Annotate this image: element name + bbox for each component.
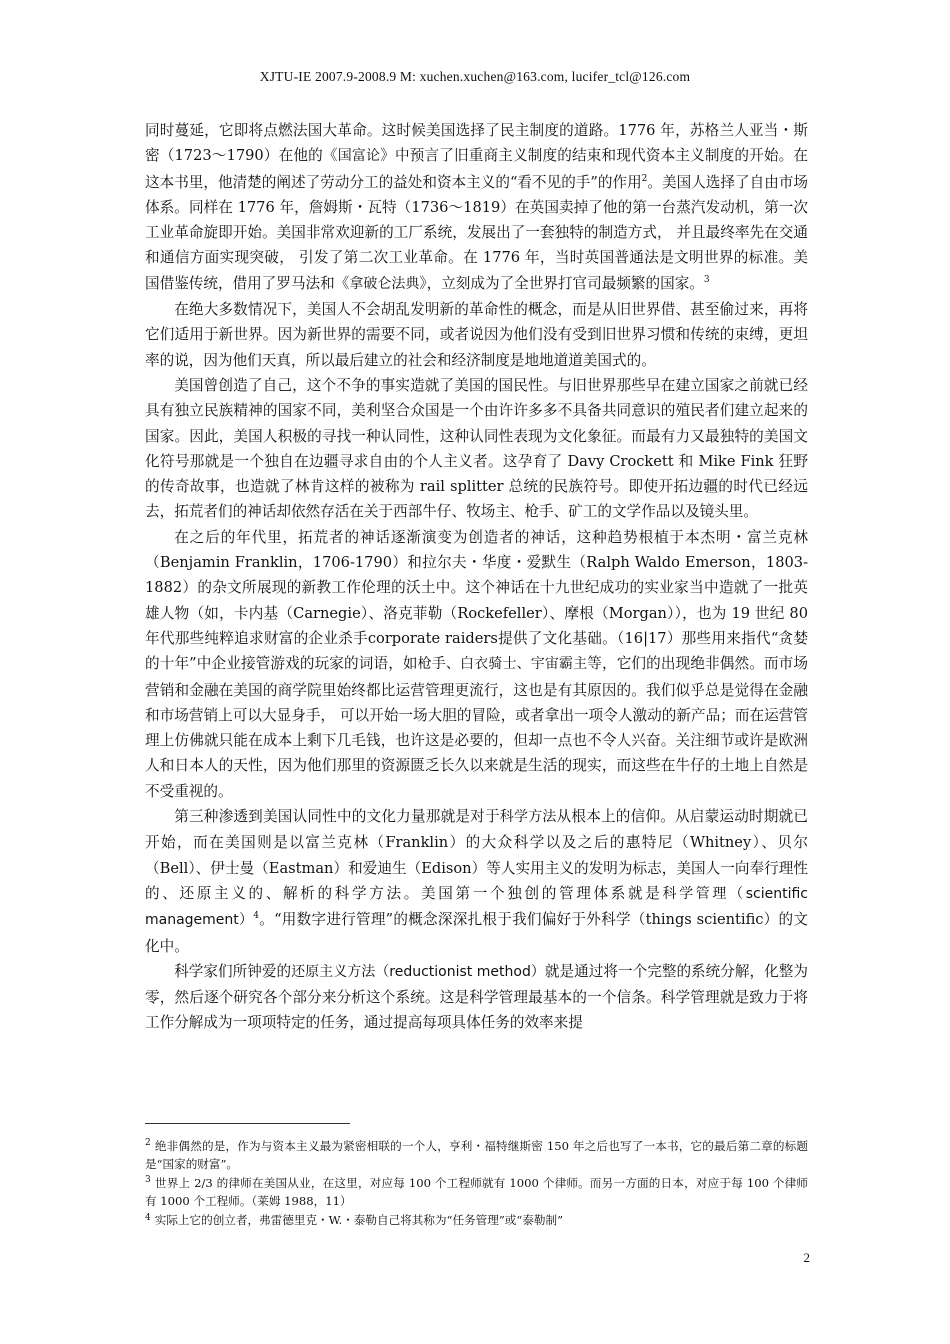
footnote-ref-3: 3 (703, 274, 710, 285)
footnotes (145, 1138, 808, 1232)
paragraph-4: 在之后的年代里，拓荒者的神话逐渐演变为创造者的神话，这种趋势根植于本杰明・富兰克林（Benjamin Franklin，1706-1790）和拉尔夫・华度・爱默生（Ralph Waldo Emerson，1803-1882）的杂文所展现的新教工作伦理的沃土中。这个神话在十九世纪成功的实业家当中造就了一批英雄人物（如，卡内基（Carnegie）、洛克菲勒（Rockefeller）、摩根（Morgan）），也为 19 世纪 80 年代那些纯粹追求财富的企业杀手corporate raiders提供了文化基础。（16|17）那些用来指代“贪婪的十年”中企业接管游戏的玩家的词语，如枪手、白衣骑士、宇宙霸主等，它们的出现绝非偶然。而市场营销和金融在美国的商学院里始终都比运营管理更流行，这也是有其原因的。我们似乎总是觉得在金融和市场营销上可以大显身手， 可以开始一场大胆的冒险，或者拿出一项令人激动的新产品；而在运营管理上仿佛就只能在成本上剩下几毛钱，也许这是必要的，但却一点也不令人兴奋。关注细节或许是欧洲人和日本人的天性，因为他们那里的资源匮乏长久以来就是生活的现实，而这些在牛仔的土地上自然是不受重视的。 (145, 528, 809, 800)
footnote-3: $^3$ 世界上 2/3 的律师在美国从业，在这里，对应每 100 个工程师就有 1000 个律师。而另一方面的日本，对应于每 100 个律师有 1000 个工程师。（莱姆 1988，11） (145, 1175, 808, 1208)
paragraph-1: 同时蔓延，它即将点燃法国大革命。这时候美国选择了民主制度的道路。1776 年，苏格兰人亚当・斯密（1723～1790）在他的《国富论》中预言了旧重商主义制度的结束和现代资本主义制度的开始。在这本书里，他清楚的阐述了劳动分工的益处和资本主义的“看不见的手”的作用$^2$。美国人选择了自由市场体系。同样在 1776 年，詹姆斯・瓦特（1736～1819）在英国卖掉了他的第一台蒸汽发动机，第一次工业革命旋即开始。美国非常欢迎新的工厂系统，发展出了一套独特的制造方式， 并且最终率先在交通和通信方面实现突破， 引发了第二次工业革命。在 1776 年，当时英国普通法是文明世界的标准。美国借鉴传统，借用了罗马法和《拿破仑法典》，立刻成为了全世界打官司最频繁的国家。$^3$ (145, 122, 809, 292)
main-text (145, 118, 808, 1036)
paragraph-5: 第三种渗透到美国认同性中的文化力量那就是对于科学方法从根本上的信仰。从启蒙运动时期就已开始，而在美国则是以富兰克林（Franklin）的大众科学以及之后的惠特尼（Whitney）、贝尔（Bell）、伊士曼（Eastman）和爱迪生（Edison）等人实用主义的发明为标志，美国人一向奉行理性的、还原主义的、解析的科学方法。美国第一个独创的管理体系就是科学管理（scientific management）$^4$。“用数字进行管理”的概念深深扎根于我们偏好于外科学（things scientific）的文化中。 (145, 808, 808, 955)
paragraph-6: 科学家们所钟爱的还原主义方法（reductionist method）就是通过将一个完整的系统分解，化整为零，然后逐个研究各个部分来分析这个系统。这是科学管理最基本的一个信条。科学管理就是致力于将工作分解成为一项项特定的任务，通过提高每项具体任务的效率来提 (145, 962, 808, 1032)
footnote-4: $^4$ 实际上它的创立者，弗雷德里克・W.・泰勒自己将其称为“任务管理”或“泰勒制” (145, 1212, 564, 1228)
footnote-divider (145, 1123, 350, 1124)
emphasis-scientific-management: 科学管理（scientific management） (145, 885, 808, 929)
footnote-ref-2: 2 (641, 173, 648, 184)
paragraph-2: 在绝大多数情况下，美国人不会胡乱发明新的革命性的概念，而是从旧世界借、甚至偷过来，再将它们适用于新世界。因为新世界的需要不同，或者说因为他们没有受到旧世界习惯和传统的束缚，更坦率的说，因为他们天真，所以最后建立的社会和经济制度是地地道道美国式的。 (145, 301, 808, 369)
emphasis-scientific-method: 科学方法 (499, 809, 557, 826)
page-header: XJTU-IE 2007.9-2008.9 M: xuchen.xuchen@163.com, lucifer_tcl@126.com (259, 69, 691, 84)
emphasis-terms: 枪手、白衣骑士、宇宙霸主 (417, 656, 588, 673)
footnote-ref-4: 4 (253, 911, 260, 922)
footnote-2: $^2$ 绝非偶然的是，作为与资本主义最为紧密相联的一个人，亨利・福特继斯密 150 年之后也写了一本书，它的最后第二章的标题是“国家的财富”。 (145, 1138, 808, 1171)
page-number: 2 (803, 1250, 810, 1265)
book-title-napoleonic-code: 拿破仑法典 (349, 275, 420, 292)
paragraph-3: 美国曾创造了自己，这个不争的事实造就了美国的国民性。与旧世界那些早在建立国家之前就已经具有独立民族精神的国家不同，美利坚合众国是一个由许许多多不具备共同意识的殖民者们建立起来的国家。因此，美国人积极的寻找一种认同性，这种认同性表现为文化象征。而最有力又最独特的美国文化符号那就是一个独自在边疆寻求自由的个人主义者。这孕育了 Davy Crockett 和 Mike Fink 狂野的传奇故事，也造就了林肯这样的被称为 rail splitter 总统的民族符号。即使开拓边疆的时代已经远去，拓荒者们的神话却依然存活在关于西部牛仔、牧场主、枪手、矿工的文学作品以及镜头里。 (145, 376, 808, 521)
emphasis-reductionist-method: 还原主义方法（reductionist method） (291, 963, 545, 980)
book-title-wealth-of-nations: 国富论 (337, 148, 381, 165)
